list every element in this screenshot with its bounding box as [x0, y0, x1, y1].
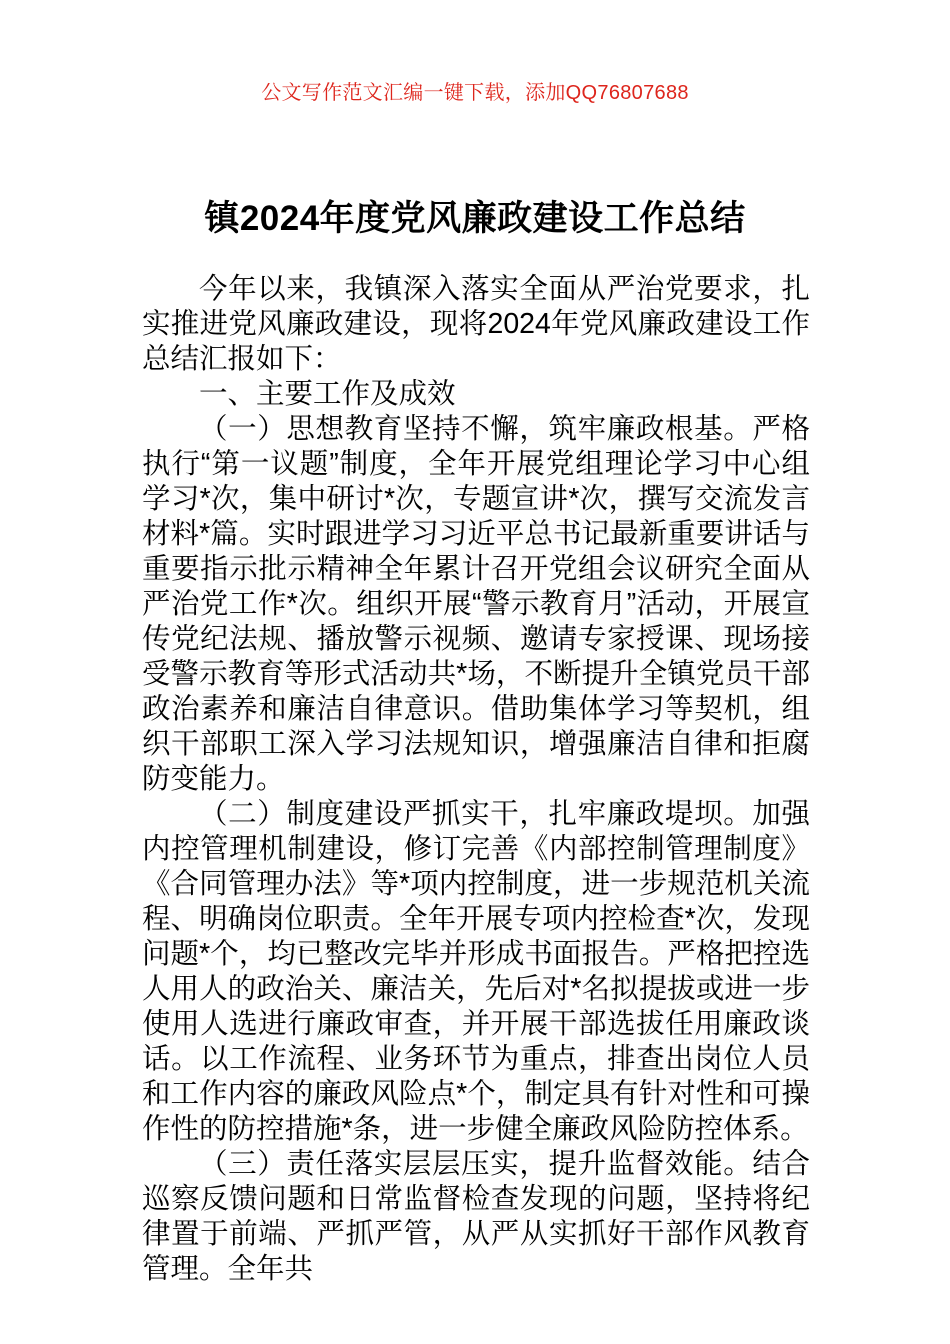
paragraph-item-two: （二）制度建设严抓实干，扎牢廉政堤坝。加强内控管理机制建设，修订完善《内部控制管理制度》《合同管理办法》等*项内控制度，进一步规范机关流程、明确岗位职责。全年开展专项内控检查*次，发现问题*个，均已整改完毕并形成书面报告。严格把控选人用人的政治关、廉洁关，先后对*名拟提拔或进一步使用人选进行廉政审查，并开展干部选拔任用廉政谈话。以工作流程、业务环节为重点，排查出岗位人员和工作内容的廉政风险点*个，制定具有针对性和可操作性的防控措施*条，进一步健全廉政风险防控体系。 [142, 798, 810, 1145]
paragraph-intro: 今年以来，我镇深入落实全面从严治党要求，扎实推进党风廉政建设，现将2024年党风廉政建设工作总结汇报如下： [142, 273, 810, 375]
paragraph-item-three: （三）责任落实层层压实，提升监督效能。结合巡察反馈问题和日常监督检查发现的问题，坚持将纪律置于前端、严抓严管，从严从实抓好干部作风教育管理。全年共 [142, 1148, 810, 1285]
document-body [142, 272, 810, 1287]
paragraph-item-one: （一）思想教育坚持不懈，筑牢廉政根基。严格执行“第一议题”制度，全年开展党组理论学习中心组学习*次，集中研讨*次，专题宣讲*次，撰写交流发言材料*篇。实时跟进学习习近平总书记最新重要讲话与重要指示批示精神全年累计召开党组会议研究全面从严治党工作*次。组织开展“警示教育月”活动，开展宣传党纪法规、播放警示视频、邀请专家授课、现场接受警示教育等形式活动共*场，不断提升全镇党员干部政治素养和廉洁自律意识。借助集体学习等契机，组织干部职工深入学习法规知识，增强廉洁自律和拒腐防变能力。 [142, 413, 810, 795]
page-title: 镇2024年度党风廉政建设工作总结 [204, 199, 746, 239]
promo-watermark: 公文写作范文汇编一键下载，添加QQ76807688 [261, 82, 689, 104]
section-heading-main-work: 一、主要工作及成效 [199, 378, 456, 410]
